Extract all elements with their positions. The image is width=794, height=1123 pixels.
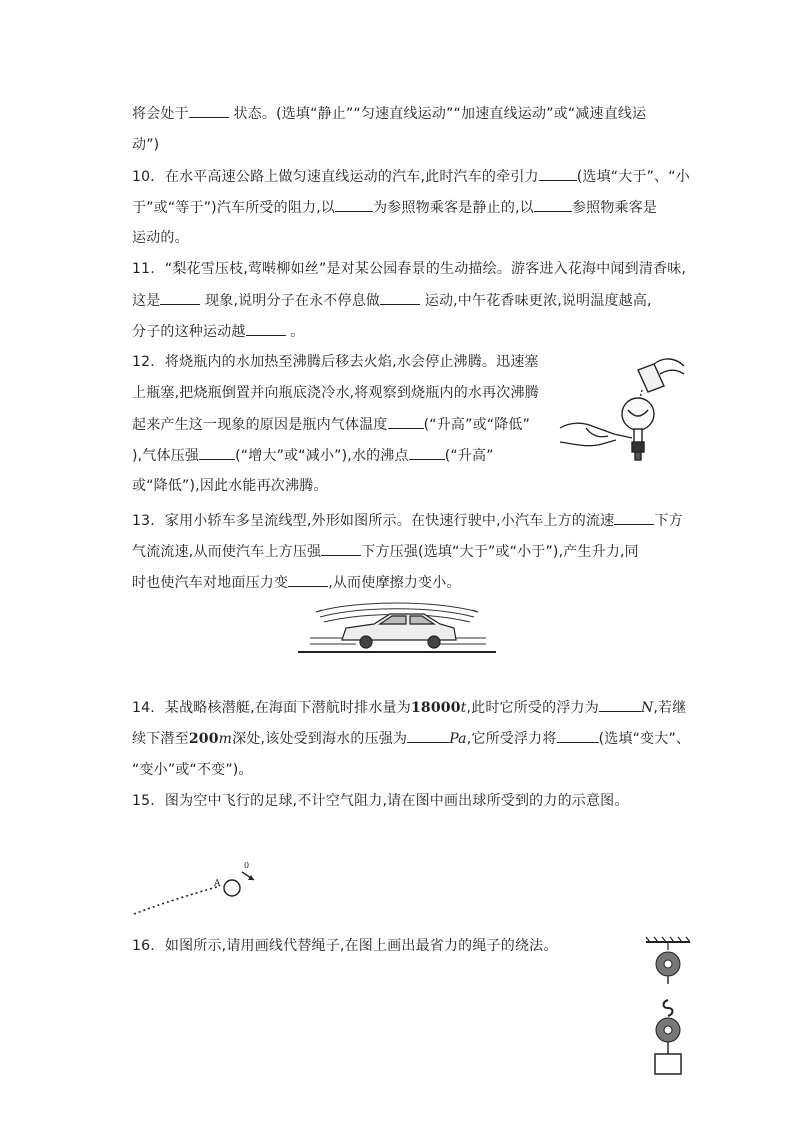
answer-blank[interactable] — [199, 445, 235, 460]
text: 分子的这种运动越 — [132, 324, 246, 340]
point-o-label: 0 — [244, 861, 250, 870]
text: ,它所受浮力将 — [466, 731, 557, 747]
answer-blank[interactable] — [407, 728, 449, 743]
question-number: 14. — [132, 700, 155, 716]
text: ,从而使摩擦力变小。 — [328, 575, 461, 591]
q10-line-1 — [132, 166, 690, 187]
q13-line-3 — [132, 572, 461, 593]
football-trajectory-figure — [130, 856, 266, 920]
flask-icon — [622, 398, 654, 460]
q14-line-1 — [132, 697, 686, 718]
hand-icon — [560, 423, 632, 445]
arrow-head — [248, 875, 254, 880]
q13-line-2 — [132, 541, 639, 562]
text: ,若继 — [653, 700, 687, 716]
answer-blank[interactable] — [599, 697, 641, 712]
answer-blank[interactable] — [288, 572, 328, 587]
water-cup-icon — [638, 359, 684, 398]
point-a-label: A — [214, 879, 221, 889]
text: 参照物乘客是 — [571, 200, 658, 216]
text: (“升高” — [444, 448, 494, 464]
q12-line-5 — [132, 476, 328, 496]
question-number: 10. — [132, 169, 155, 185]
text: 运动,中午花香味更浓,说明温度越高, — [420, 293, 652, 309]
q15-line-1 — [132, 791, 629, 811]
text: 于”或“等于”)汽车所受的阻力,以 — [132, 200, 336, 216]
text: (“升高”或“降低” — [423, 417, 531, 433]
unit: t — [460, 700, 467, 716]
answer-blank[interactable] — [614, 510, 654, 525]
football-icon — [224, 880, 240, 896]
text: 这是 — [132, 293, 161, 309]
text: (选填“大于”、“小 — [576, 169, 690, 185]
displacement-value: 18000 — [410, 700, 461, 716]
question-number: 15. — [132, 793, 155, 809]
q13-line-1 — [132, 510, 683, 531]
answer-blank[interactable] — [409, 445, 445, 460]
q10-line-3 — [132, 228, 189, 248]
flask-cooling-figure — [556, 352, 690, 466]
q14-line-3 — [132, 760, 253, 780]
car-airflow-figure — [296, 598, 498, 656]
text: “梨花雪压枝,莺啭柳如丝”是对某公园春景的生动描绘。游客进入花海中闻到清香味, — [164, 261, 687, 277]
text: (“增大”或“减小”),水的沸点 — [235, 448, 409, 464]
text: 将烧瓶内的水加热至沸腾后移去火焰,水会停止沸腾。迅速塞 — [164, 354, 539, 370]
text: 如图所示,请用画线代替绳子,在图上画出最省力的绳子的绕法。 — [164, 938, 558, 954]
answer-blank[interactable] — [321, 541, 361, 556]
unit: m — [218, 731, 233, 747]
text: 深处,该处受到海水的压强为 — [232, 731, 408, 747]
text: 为参照物乘客是静止的,以 — [373, 200, 534, 216]
trajectory-dotted-line — [134, 886, 220, 914]
text: 动”) — [132, 137, 160, 153]
question-number: 12. — [132, 354, 155, 370]
hook-icon — [664, 1000, 673, 1016]
text: 将会处于 — [132, 106, 189, 122]
q16-line-1 — [132, 936, 558, 956]
unit: Pa — [449, 731, 467, 747]
answer-blank[interactable] — [189, 103, 229, 118]
text: 在水平高速公路上做匀速直线运动的汽车,此时汽车的牵引力 — [164, 169, 539, 185]
text: ),气体压强 — [132, 448, 200, 464]
text: 气流流速,从而使汽车上方压强 — [132, 544, 322, 560]
answer-blank[interactable] — [246, 321, 286, 336]
question-number: 16. — [132, 938, 155, 954]
q11-line-3 — [132, 321, 304, 342]
q12-line-4 — [132, 445, 494, 466]
text: 现象,说明分子在永不停息做 — [200, 293, 381, 309]
pulley-system-figure — [644, 936, 692, 1078]
answer-blank[interactable] — [539, 166, 577, 181]
depth-value: 200 — [188, 731, 219, 747]
text: 状态。(选填“静止”“匀速直线运动”“加速直线运动”或“减速直线运 — [228, 106, 647, 122]
question-number: 11. — [132, 261, 155, 277]
q9-line-1 — [132, 103, 646, 124]
fixed-pulley-icon — [656, 952, 680, 984]
answer-blank[interactable] — [160, 290, 200, 305]
text: 起来产生这一现象的原因是瓶内气体温度 — [132, 417, 388, 433]
text: 运动的。 — [132, 230, 189, 246]
q9-line-2 — [132, 135, 159, 155]
ceiling-support — [646, 937, 690, 950]
text: 下方 — [654, 513, 683, 529]
text: 。 — [285, 324, 305, 340]
text: 图为空中飞行的足球,不计空气阻力,请在图中画出球所受到的力的示意图。 — [164, 793, 629, 809]
q11-line-1 — [132, 259, 686, 279]
text: 时也使汽车对地面压力变 — [132, 575, 289, 591]
text: 某战略核潜艇,在海面下潜航时排水量为 — [164, 700, 411, 716]
text: ,此时它所受的浮力为 — [466, 700, 599, 716]
answer-blank[interactable] — [335, 197, 373, 212]
text: “变小”或“不变”)。 — [132, 762, 253, 778]
text: 下方压强(选填“大于”或“小于”),产生升力,同 — [361, 544, 639, 560]
q12-line-1 — [132, 352, 539, 372]
q11-line-2 — [132, 290, 652, 311]
q10-line-2 — [132, 197, 657, 218]
answer-blank[interactable] — [534, 197, 572, 212]
car-icon — [342, 614, 456, 648]
question-number: 13. — [132, 513, 155, 529]
q12-line-3 — [132, 414, 530, 435]
q12-line-2 — [132, 383, 539, 403]
q14-line-2 — [132, 728, 690, 749]
movable-pulley-icon — [656, 1018, 680, 1054]
answer-blank[interactable] — [388, 414, 424, 429]
text: 上瓶塞,把烧瓶倒置并向瓶底浇冷水,将观察到烧瓶内的水再次沸腾 — [132, 385, 539, 401]
text: (选填“变大”、 — [598, 731, 691, 747]
text: 家用小轿车多呈流线型,外形如图所示。在快速行驶中,小汽车上方的流速 — [164, 513, 615, 529]
answer-blank[interactable] — [380, 290, 420, 305]
weight-block — [655, 1054, 681, 1074]
unit: N — [640, 700, 654, 716]
text: 续下潜至 — [132, 731, 189, 747]
answer-blank[interactable] — [557, 728, 599, 743]
text: 或“降低”),因此水能再次沸腾。 — [132, 478, 328, 494]
